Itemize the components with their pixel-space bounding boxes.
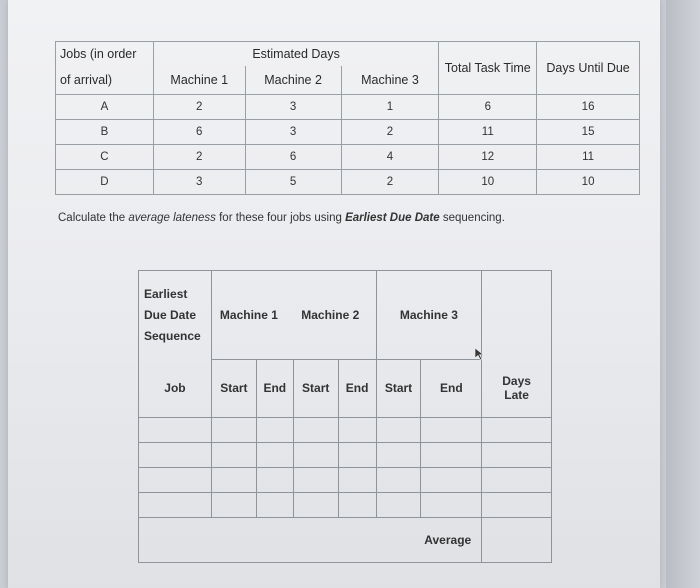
average-label: Average: [139, 518, 482, 563]
m3-cell: 1: [341, 95, 439, 120]
entry-cell[interactable]: [482, 418, 552, 443]
jobs-header-line1: Jobs (in order: [60, 47, 137, 61]
average-value-cell[interactable]: [482, 518, 552, 563]
job-cell: A: [56, 95, 154, 120]
entry-cell[interactable]: [338, 468, 376, 493]
question-prompt: [58, 212, 505, 224]
days-late-top-cell: [482, 271, 552, 360]
days-late-line2: Late: [504, 388, 529, 402]
entry-cell[interactable]: [293, 418, 338, 443]
entry-cell[interactable]: [421, 468, 482, 493]
sequence-header-line3: Sequence: [144, 328, 201, 343]
m1-cell: 6: [153, 120, 245, 145]
entry-cell[interactable]: [211, 443, 256, 468]
days-until-due-header: Days Until Due: [537, 42, 640, 95]
m1-cell: 3: [153, 170, 245, 195]
total-task-time-header: Total Task Time: [439, 42, 537, 95]
sequence-header-line2: Due Date: [144, 307, 197, 322]
entry-cell[interactable]: [376, 418, 421, 443]
sequence-header-line1: Earliest: [144, 286, 188, 301]
m2-cell: 3: [245, 120, 341, 145]
sequence-header: [139, 271, 212, 360]
table-row: [139, 418, 552, 443]
entry-cell[interactable]: [256, 418, 293, 443]
m3-cell: 4: [341, 145, 439, 170]
total-cell: 11: [439, 120, 537, 145]
due-cell: 15: [537, 120, 640, 145]
entry-cell[interactable]: [256, 443, 293, 468]
entry-cell[interactable]: [376, 493, 421, 518]
m2-start-header: Start: [293, 359, 338, 418]
entry-cell[interactable]: [256, 493, 293, 518]
entry-cell[interactable]: [211, 493, 256, 518]
due-cell: 16: [537, 95, 640, 120]
table-row: [56, 170, 640, 195]
jobs-header-cont: [56, 66, 154, 95]
jobs-header-line2: of arrival): [60, 73, 113, 87]
table-row: [139, 493, 552, 518]
background-edge: [666, 0, 700, 588]
estimated-days-header: Estimated Days: [153, 42, 439, 67]
job-header: Job: [139, 359, 212, 418]
entry-cell[interactable]: [421, 493, 482, 518]
m1-end-header: End: [256, 359, 293, 418]
entry-cell[interactable]: [139, 418, 212, 443]
m2-end-header: End: [338, 359, 376, 418]
entry-cell[interactable]: [376, 468, 421, 493]
m2-cell: 5: [245, 170, 341, 195]
job-cell: B: [56, 120, 154, 145]
prompt-part3: sequencing.: [439, 212, 505, 224]
entry-cell[interactable]: [211, 418, 256, 443]
entry-cell[interactable]: [482, 468, 552, 493]
entry-cell[interactable]: [293, 493, 338, 518]
machine2-header: Machine 2: [293, 271, 376, 360]
table-row: [139, 443, 552, 468]
entry-cell[interactable]: [376, 443, 421, 468]
entry-cell[interactable]: [139, 493, 212, 518]
table-row: [56, 120, 640, 145]
estimated-days-table: [55, 41, 640, 195]
machine3-header: Machine 3: [376, 271, 482, 360]
entry-cell[interactable]: [338, 443, 376, 468]
total-cell: 10: [439, 170, 537, 195]
m1-cell: 2: [153, 95, 245, 120]
table-row: [139, 468, 552, 493]
jobs-header: [56, 42, 154, 67]
m2-cell: 3: [245, 95, 341, 120]
prompt-part1: Calculate the: [58, 212, 129, 224]
entry-cell[interactable]: [211, 468, 256, 493]
prompt-edd: Earliest Due Date: [345, 212, 440, 224]
mouse-cursor-icon: [474, 347, 486, 361]
entry-cell[interactable]: [338, 418, 376, 443]
m2-cell: 6: [245, 145, 341, 170]
m3-cell: 2: [341, 170, 439, 195]
table-row: [56, 145, 640, 170]
prompt-average-lateness: average lateness: [128, 212, 216, 224]
entry-cell[interactable]: [139, 468, 212, 493]
days-late-header: [482, 359, 552, 418]
entry-cell[interactable]: [256, 468, 293, 493]
entry-cell[interactable]: [482, 443, 552, 468]
entry-cell[interactable]: [482, 493, 552, 518]
m3-end-header: End: [421, 359, 482, 418]
total-cell: 12: [439, 145, 537, 170]
total-cell: 6: [439, 95, 537, 120]
m1-cell: 2: [153, 145, 245, 170]
entry-cell[interactable]: [338, 493, 376, 518]
due-cell: 11: [537, 145, 640, 170]
entry-cell[interactable]: [421, 443, 482, 468]
m3-start-header: Start: [376, 359, 421, 418]
entry-cell[interactable]: [293, 443, 338, 468]
machine1-header: Machine 1: [211, 271, 293, 360]
machine2-header: Machine 2: [245, 66, 341, 95]
entry-cell[interactable]: [293, 468, 338, 493]
job-cell: C: [56, 145, 154, 170]
days-late-line1: Days: [502, 374, 531, 388]
due-cell: 10: [537, 170, 640, 195]
entry-cell[interactable]: [421, 418, 482, 443]
entry-cell[interactable]: [139, 443, 212, 468]
edd-sequence-table: [138, 270, 552, 563]
machine1-header: Machine 1: [153, 66, 245, 95]
prompt-part2: for these four jobs using: [215, 212, 346, 224]
m1-start-header: Start: [211, 359, 256, 418]
table-row: [56, 95, 640, 120]
job-cell: D: [56, 170, 154, 195]
m3-cell: 2: [341, 120, 439, 145]
machine3-header: Machine 3: [341, 66, 439, 95]
